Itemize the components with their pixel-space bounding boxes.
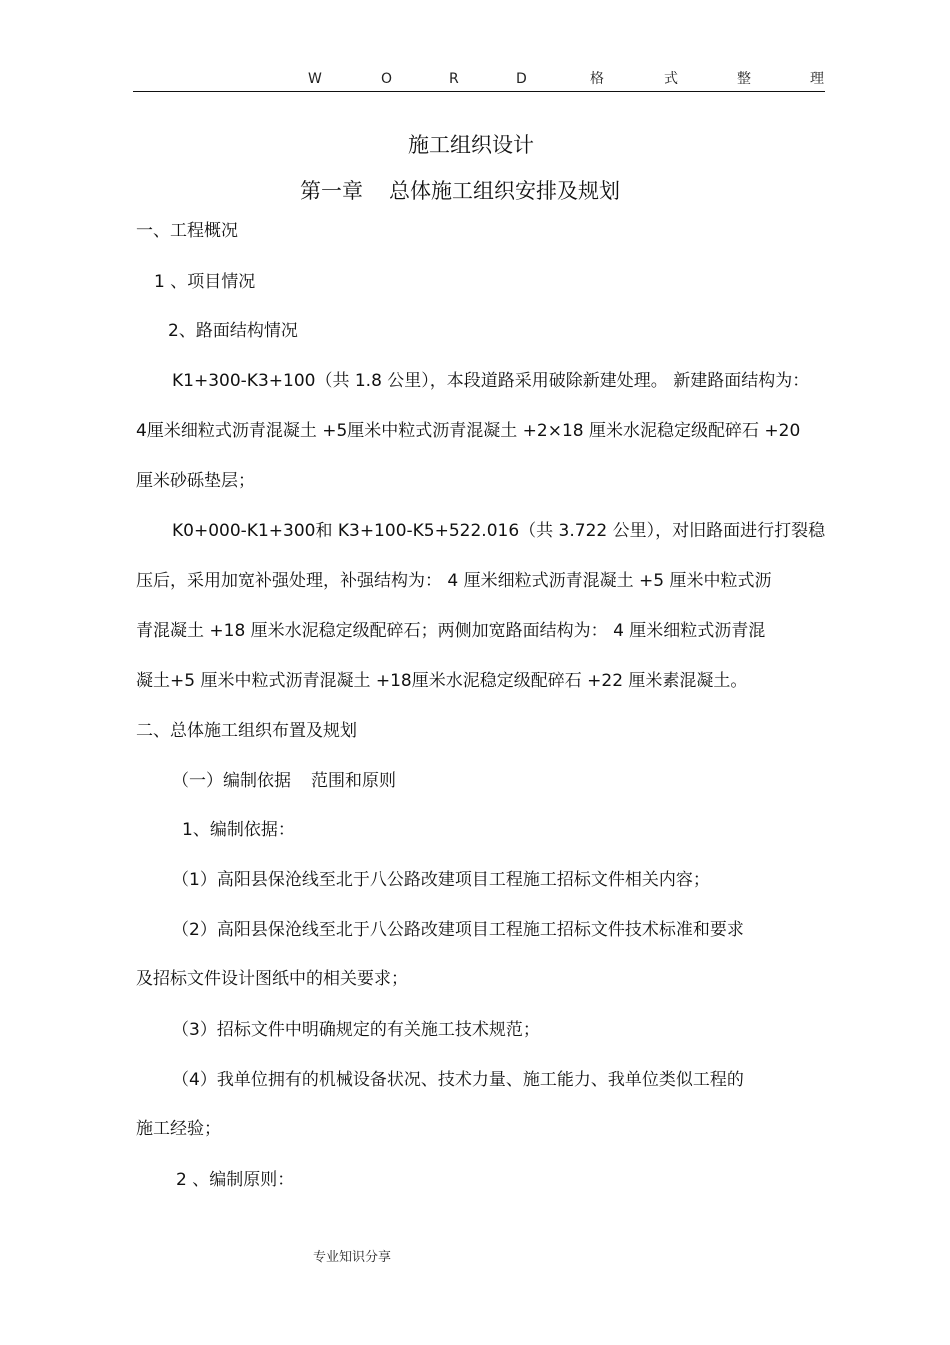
basis-item-continued: 施工经验； — [136, 1119, 221, 1139]
basis-item: （1）高阳县保沧线至北于八公路改建项目工程施工招标文件相关内容； — [172, 870, 710, 890]
paragraph-1-line: K1+300-K3+100（共 1.8 公里），本段道路采用破除新建处理。 新建路面结构为： — [172, 371, 810, 391]
paragraph-2-line: 压后，采用加宽补强处理，补强结构为： 4 厘米细粒式沥青混凝土 +5 厘米中粒式沥 — [136, 571, 772, 591]
basis-item-continued: 及招标文件设计图纸中的相关要求； — [136, 969, 408, 989]
section-heading-2: 二、总体施工组织布置及规划 — [136, 721, 357, 741]
header-char: R — [449, 71, 459, 87]
paragraph-2-line: 青混凝土 +18 厘米水泥稳定级配碎石；两侧加宽路面结构为： 4 厘米细粒式沥青混 — [136, 621, 766, 641]
basis-item: （2）高阳县保沧线至北于八公路改建项目工程施工招标文件技术标准和要求 — [172, 920, 744, 940]
basis-heading: 1、编制依据： — [182, 820, 295, 840]
header-char: D — [516, 71, 527, 87]
paragraph-2-line: K0+000-K1+300和 K3+100-K5+522.016（共 3.722 公里），对旧路面进行打裂稳 — [172, 521, 826, 541]
section-heading-1: 一、工程概况 — [136, 221, 238, 241]
document-title: 施工组织设计 — [408, 133, 534, 157]
header-char: O — [381, 71, 393, 87]
paragraph-2-line: 凝土+5 厘米中粒式沥青混凝土 +18厘米水泥稳定级配碎石 +22 厘米素混凝土。 — [136, 671, 748, 691]
chapter-heading — [300, 178, 620, 204]
basis-item: （3）招标文件中明确规定的有关施工技术规范； — [172, 1020, 540, 1040]
header-char: 格 — [590, 71, 604, 87]
principle-heading: 2 、编制原则： — [176, 1170, 295, 1190]
header-char: W — [308, 71, 322, 87]
header-char: 式 — [664, 71, 678, 87]
paragraph-1-line: 4厘米细粒式沥青混凝土 +5厘米中粒式沥青混凝土 +2×18 厘米水泥稳定级配碎石 +20 — [136, 421, 801, 441]
subsection-item-2: 2、路面结构情况 — [168, 321, 298, 341]
chapter-title: 总体施工组织安排及规划 — [389, 179, 620, 203]
paragraph-1-line: 厘米砂砾垫层； — [136, 471, 255, 491]
header-char: 理 — [810, 71, 824, 87]
subsection-heading — [172, 770, 396, 792]
page-footer: 专业知识分享 — [313, 1250, 392, 1265]
subsection-title: 范围和原则 — [311, 771, 396, 791]
basis-item: （4）我单位拥有的机械设备状况、技术力量、施工能力、我单位类似工程的 — [172, 1070, 744, 1090]
header-divider — [133, 91, 825, 92]
header-char: 整 — [737, 71, 751, 87]
subsection-number: （一）编制依据 — [172, 771, 291, 791]
subsection-item-1: 1 、项目情况 — [154, 272, 256, 292]
chapter-number: 第一章 — [300, 179, 363, 203]
